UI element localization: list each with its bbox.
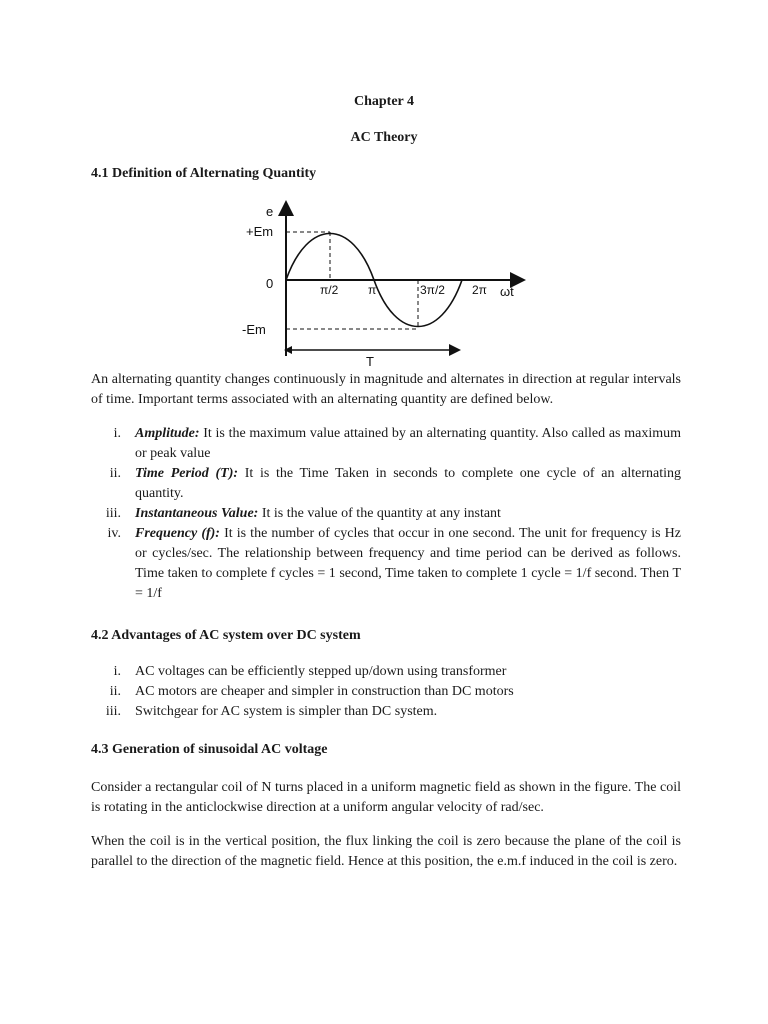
generation-paragraph-2: When the coil is in the vertical position, the flux linking the coil is zero because the plane of the coil is parallel to the direction of the magnetic field. Hence at this position, the e.m.f induced in the coil is zero. [91, 834, 681, 869]
advantages-list [91, 662, 681, 722]
list-number: iii. [105, 704, 121, 719]
ac-waveform-figure [230, 196, 530, 368]
neg-peak-label: -Em [242, 322, 266, 337]
term-definition: It is the maximum value attained by an alternating quantity. Also called as maximum or peak value [135, 426, 681, 461]
tick-label-pi-half: π/2 [320, 283, 339, 297]
term-frequency: Frequency (f): [135, 526, 220, 541]
list-number: iii. [105, 506, 121, 521]
x-axis-label: ωt [500, 284, 514, 299]
list-number: ii. [109, 684, 121, 699]
list-number: ii. [109, 466, 121, 481]
list-number: i. [113, 664, 121, 679]
list-item [91, 504, 681, 524]
pos-peak-label: +Em [246, 224, 274, 239]
terms-list [91, 424, 681, 604]
term-time-period: Time Period (T): [135, 466, 239, 481]
list-item [91, 424, 681, 464]
list-item [91, 524, 681, 604]
advantage-text: AC motors are cheaper and simpler in construction than DC motors [135, 684, 514, 699]
term-definition: It is the Time Taken in seconds to complete one cycle of an alternating quantity. [135, 466, 681, 501]
list-number: iv. [107, 526, 121, 541]
zero-label: 0 [266, 276, 274, 291]
term-definition: It is the value of the quantity at any instant [258, 506, 501, 521]
term-definition: It is the number of cycles that occur in one second. The unit for frequency is Hz or cycles/sec. The relationship between frequency and time period can be derived as follows. Time taken to complete f cycles = 1 second, Time taken to complete 1 cycle = 1/f second. Then T = 1/f [135, 526, 681, 601]
period-label: T [366, 354, 374, 368]
list-item [91, 702, 681, 722]
section-heading-4-2: 4.2 Advantages of AC system over DC system [91, 628, 361, 643]
chapter-title: AC Theory [350, 130, 418, 145]
y-axis-label: e [266, 204, 274, 219]
section-heading-4-3: 4.3 Generation of sinusoidal AC voltage [91, 742, 328, 757]
list-item [91, 662, 681, 682]
term-amplitude: Amplitude: [135, 426, 200, 441]
intro-paragraph: An alternating quantity changes continuously in magnitude and alternates in direction at regular intervals of time. Important terms associated with an alternating quantity are defined below. [91, 372, 681, 407]
section-heading-4-1: 4.1 Definition of Alternating Quantity [91, 166, 317, 181]
tick-label-three-pi-half: 3π/2 [420, 283, 445, 297]
term-instantaneous-value: Instantaneous Value: [135, 506, 259, 521]
advantage-text: Switchgear for AC system is simpler than DC system. [135, 704, 438, 719]
list-item [91, 682, 681, 702]
generation-paragraph-1: Consider a rectangular coil of N turns placed in a uniform magnetic field as shown in the figure. The coil is rotating in the anticlockwise direction at a uniform angular velocity of rad/sec. [91, 780, 681, 815]
tick-label-pi: π [368, 283, 377, 297]
advantage-text: AC voltages can be efficiently stepped up/down using transformer [135, 664, 507, 679]
list-item [91, 464, 681, 504]
list-number: i. [113, 426, 121, 441]
chapter-number: Chapter 4 [353, 94, 415, 109]
tick-label-two-pi: 2π [472, 283, 487, 297]
